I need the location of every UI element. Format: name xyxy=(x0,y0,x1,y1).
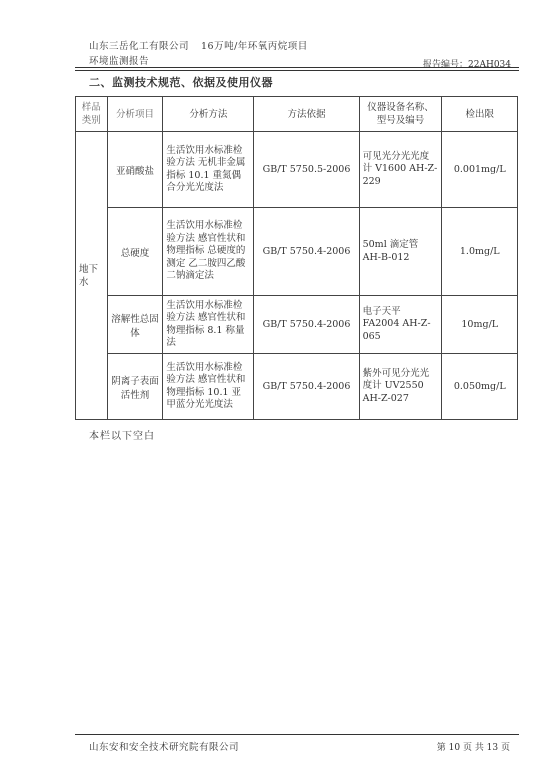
instrument-cell: 50ml 滴定管 AH-B-012 xyxy=(359,208,442,296)
report-number: 报告编号：22AH034 xyxy=(423,60,511,70)
basis-cell: GB/T 5750.4-2006 xyxy=(254,208,359,296)
page-number: 第 10 页 共 13 页 xyxy=(436,743,510,753)
header-rule-thin xyxy=(75,70,519,71)
header-method: 分析方法 xyxy=(163,97,254,132)
item-cell: 亚硝酸盐 xyxy=(107,132,163,208)
table-row xyxy=(76,296,518,354)
header-limit: 检出限 xyxy=(442,97,518,132)
project-name: 16万吨/年环氧丙烷项目 xyxy=(201,41,308,52)
table-row xyxy=(76,354,518,420)
section-title: 二、监测技术规范、依据及使用仪器 xyxy=(89,76,273,89)
method-cell: 生活饮用水标准检验方法 感官性状和物理指标 8.1 称量法 xyxy=(163,296,254,354)
method-cell: 生活饮用水标准检验方法 感官性状和物理指标 总硬度的测定 乙二胺四乙酸二钠滴定法 xyxy=(163,208,254,296)
item-cell: 溶解性总固体 xyxy=(107,296,163,354)
table-row xyxy=(76,132,518,208)
method-cell: 生活饮用水标准检验方法 感官性状和物理指标 10.1 亚甲蓝分光光度法 xyxy=(163,354,254,420)
basis-cell: GB/T 5750.4-2006 xyxy=(254,296,359,354)
header-instrument: 仪器设备名称、型号及编号 xyxy=(359,97,442,132)
limit-cell: 1.0mg/L xyxy=(442,208,518,296)
instrument-cell: 可见光分光光度计 V1600 AH-Z-229 xyxy=(359,132,442,208)
category-cell: 地下水 xyxy=(76,132,108,420)
header-rule xyxy=(75,67,519,68)
company-name: 山东三岳化工有限公司 xyxy=(89,41,190,52)
monitoring-table xyxy=(75,96,518,420)
table-header-row xyxy=(76,97,518,132)
instrument-cell: 紫外可见分光光度计 UV2550 AH-Z-027 xyxy=(359,354,442,420)
instrument-cell: 电子天平 FA2004 AH-Z-065 xyxy=(359,296,442,354)
header-category: 样品类别 xyxy=(76,97,108,132)
header-item: 分析项目 xyxy=(107,97,163,132)
table-row xyxy=(76,208,518,296)
footer-rule xyxy=(75,734,519,735)
footer-institute: 山东安和安全技术研究院有限公司 xyxy=(89,742,240,753)
report-title: 环境监测报告 xyxy=(89,56,150,67)
header-line-1 xyxy=(89,38,308,52)
basis-cell: GB/T 5750.5-2006 xyxy=(254,132,359,208)
blank-below-note: 本栏以下空白 xyxy=(89,431,155,442)
limit-cell: 0.050mg/L xyxy=(442,354,518,420)
item-cell: 阴离子表面活性剂 xyxy=(107,354,163,420)
limit-cell: 0.001mg/L xyxy=(442,132,518,208)
limit-cell: 10mg/L xyxy=(442,296,518,354)
basis-cell: GB/T 5750.4-2006 xyxy=(254,354,359,420)
item-cell: 总硬度 xyxy=(107,208,163,296)
header-basis: 方法依据 xyxy=(254,97,359,132)
method-cell: 生活饮用水标准检验方法 无机非金属指标 10.1 重氮偶合分光光度法 xyxy=(163,132,254,208)
